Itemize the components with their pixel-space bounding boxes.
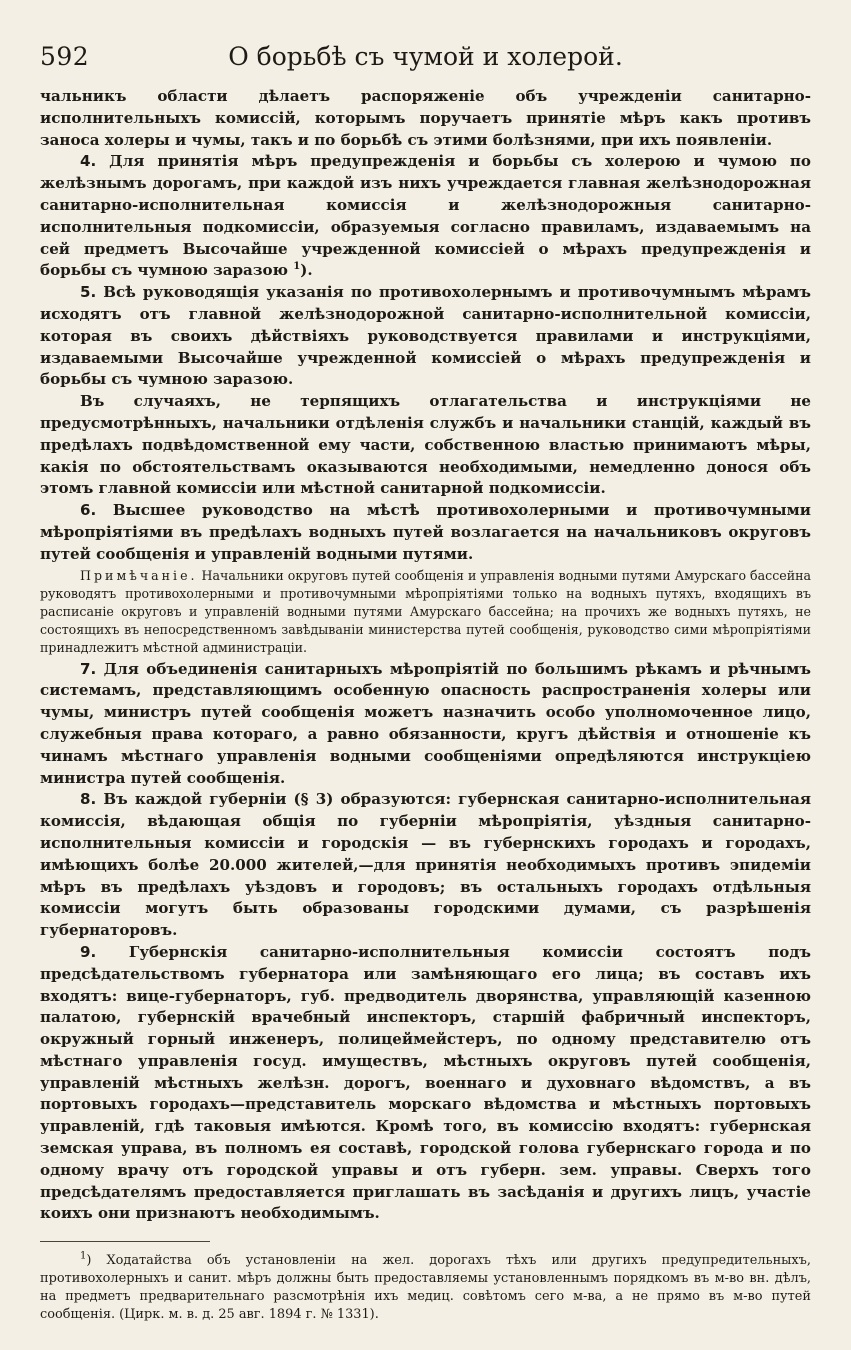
paragraph-text: Для принятія мѣръ предупрежденія и борьбы съ холерою и чумою по желѣзнымъ дорогамъ, при каждой изъ нихъ учреждается главная желѣзнодорожная санитарно-исполнительная комиссія и желѣзнодорожныя санитарно-исполнительныя подкомиссіи, образуемыя согласно правиламъ, издаваемымъ на сей предметъ Высочайше учрежденной комиссіей о мѣрахъ предупрежденія и борьбы съ чумною заразою <box>40 152 811 280</box>
paragraph-text: Губернскія санитарно-исполнительныя комиссіи состоятъ подъ предсѣдательствомъ губернатора или замѣняющаго его лица; въ составъ ихъ входятъ: вице-губернаторъ, губ. предводитель дворянства, управляющій казенною палатою, губернскій врачебный инспекторъ, старшій фабричный инспекторъ, окружный горный инженеръ, полицеймейстеръ, по одному представителю отъ мѣстнаго управленія госуд. имуществъ, мѣстныхъ округовъ путей сообщенія, управленій мѣстныхъ желѣзн. дорогъ, военнаго и духовнаго вѣдомствъ, а въ портовыхъ городахъ—представитель морскаго вѣдомства и мѣстныхъ портовыхъ управленій, гдѣ таковыя имѣются. Кромѣ того, въ комиссію входятъ: губернская земская управа, въ полномъ ея составѣ, городской голова губернскаго города и по одному врачу отъ городской управы и отъ губерн. зем. управы. Сверхъ того предсѣдателямъ предоставляется приглашать въ засѣданія и другихъ лицъ, участіе коихъ они признаютъ необходимымъ. <box>40 942 811 1223</box>
paragraph-number: 8. <box>80 790 97 809</box>
paragraph-text: Высшее руководство на мѣстѣ противохолерными и противочумными мѣропріятіями въ предѣлахъ водныхъ путей возлагается на начальниковъ округовъ путей сообщенія и управленій водными путями. <box>40 501 811 563</box>
main-text <box>40 86 811 1225</box>
footnote <box>40 1252 811 1324</box>
paragraph-tail: ). <box>300 261 313 280</box>
note-text: Начальники округовъ путей сообщенія и управленія водными путями Амурскаго бассейна руководятъ противохолерными и противочумными мѣропріятіями только на водныхъ путяхъ, входящихъ въ расписаніе округовъ и управленій водными путями Амурскаго бассейна; на прочихъ же водныхъ путяхъ, не состоящихъ въ непосредственномъ завѣдываніи министерства путей сообщенія, руководство сими мѣропріятіями принадлежитъ мѣстной администраціи. <box>40 567 811 656</box>
paragraph-text: Въ каждой губерніи (§ 3) образуются: губернская санитарно-исполнительная комиссія, вѣдающая общія по губерніи мѣропріятія, уѣздныя санитарно-исполнительныя комиссіи и городскія — въ губернскихъ городахъ и городахъ, имѣющихъ болѣе 20.000 жителей,—для принятія необходимыхъ противъ эпидеміи мѣръ въ предѣлахъ уѣздовъ и городовъ; въ остальныхъ городахъ отдѣльныя комиссіи могутъ быть образованы городскими думами, съ разрѣшенія губернаторовъ. <box>40 790 811 940</box>
paragraph-text: Въ случаяхъ, не терпящихъ отлагательства и инструкціями не предусмотрѣнныхъ, начальники отдѣленія службъ и начальники станцій, каждый въ предѣлахъ подвѣдомственной ему части, собственною властью принимаютъ мѣры, какія по обстоятельствамъ оказываются необходимыми, немедленно донося объ этомъ главной комиссіи или мѣстной санитарной подкомиссіи. <box>40 392 811 498</box>
footnote-ref: 1 <box>293 261 301 273</box>
page-number: 592 <box>40 42 90 71</box>
paragraph-number: 4. <box>80 152 97 171</box>
paragraph-number: 9. <box>80 942 97 961</box>
paragraph-8 <box>40 789 811 942</box>
running-title: О борьбѣ съ чумой и холерой. <box>228 42 623 71</box>
note-label: Примѣчаніе. <box>80 567 198 583</box>
paragraph-continuation <box>40 86 811 151</box>
paragraph-text: Всѣ руководящія указанія по противохолернымъ и противочумнымъ мѣрамъ исходятъ отъ главной желѣзнодорожной санитарно-исполнительной комиссіи, которая въ своихъ дѣйствіяхъ руководствуется правилами и инструкціями, издаваемыми Высочайше учрежденной комиссіей о мѣрахъ предупрежденія и борьбы съ чумною заразою. <box>40 283 811 389</box>
footnote-divider <box>40 1241 210 1242</box>
paragraph-5-cont <box>40 391 811 500</box>
paragraph-7 <box>40 659 811 790</box>
paragraph-number: 5. <box>80 283 97 302</box>
paragraph-9 <box>40 942 811 1225</box>
paragraph-5 <box>40 282 811 391</box>
footnote-marker: 1 <box>80 1250 87 1262</box>
footnote-text: ) Ходатайства объ установленіи на жел. дорогахъ тѣхъ или другихъ предупредительныхъ, противохолерныхъ и санит. мѣръ должны быть предоставляемы установленнымъ порядкомъ въ м-во вн. дѣлъ, на предметъ предварительнаго разсмотрѣнія ихъ медиц. совѣтомъ сего м-ва, а не прямо въ м-во путей сообщенія. (Цирк. м. в. д. 25 авг. 1894 г. № 1331). <box>40 1253 811 1323</box>
paragraph-text: Для объединенія санитарныхъ мѣропріятій по большимъ рѣкамъ и рѣчнымъ системамъ, представляющимъ особенную опасность распространенія холеры или чумы, министръ путей сообщенія можетъ назначить особо уполномоченное лицо, служебныя права котораго, а равно обязанности, кругъ дѣйствія и отношеніе къ чинамъ мѣстнаго управленія водными сообщеніями опредѣляются инструкціею министра путей сообщенія. <box>40 659 811 787</box>
paragraph-6 <box>40 500 811 565</box>
paragraph-number: 6. <box>80 501 97 520</box>
paragraph-number: 7. <box>80 659 97 678</box>
note <box>40 567 811 658</box>
page-header <box>40 34 811 86</box>
paragraph-text: чальникъ области дѣлаетъ распоряженіе объ учрежденіи санитарно-исполнительныхъ комиссій, которымъ поручаетъ принятіе мѣръ какъ противъ заноса холеры и чумы, такъ и по борьбѣ съ этими болѣзнями, при ихъ появленіи. <box>40 87 811 149</box>
paragraph-4 <box>40 151 811 282</box>
